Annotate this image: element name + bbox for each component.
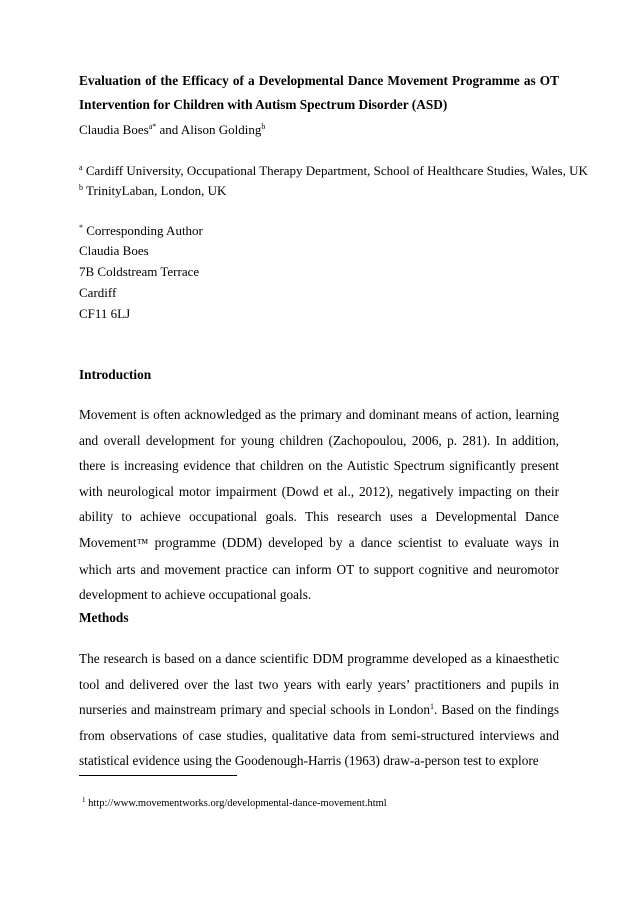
- author-affiliation-mark: b: [261, 122, 266, 131]
- trademark-symbol: ™: [136, 535, 149, 550]
- introduction-paragraph: [79, 402, 559, 608]
- introduction-text-continued: programme (DDM) developed by a dance scientist to evaluate ways in which arts and movement practice can inform OT to support cognitive and neuromotor development to achieve occupational goals.: [79, 534, 559, 603]
- methods-paragraph: [79, 646, 559, 774]
- corresponding-mark: *: [79, 223, 83, 232]
- footnote-mark: 1: [82, 796, 86, 804]
- author-name: Claudia Boes: [79, 122, 149, 137]
- methods-text: The research is based on a dance scientific DDM programme developed as a kinaesthetic tool and delivered over the last two years with early years’ practitioners and pupils in nurseries and mainstream primary and special schools in London: [79, 651, 559, 718]
- introduction-text: Movement is often acknowledged as the primary and dominant means of action, learning and overall development for young children (Zachopoulou, 2006, p. 281). In addition, there is increasing evidence that children on the Autistic Spectrum significantly present with neurological motor impairment (Dowd et al., 2012), negatively impacting on their ability to achieve occupational goals. This research uses a Developmental Dance Movement: [79, 407, 559, 550]
- footnote: [82, 797, 387, 811]
- paper-title: Evaluation of the Efficacy of a Developmental Dance Movement Programme as OT Intervention for Children with Autism Spectrum Disorder (ASD): [79, 73, 559, 112]
- footnote-url: http://www.movementworks.org/developmental-dance-movement.html: [85, 798, 387, 809]
- footnote-reference: 1: [430, 702, 435, 712]
- address-line: CF11 6LJ: [79, 306, 131, 321]
- methods-text-continued: . Based on the findings from observations of case studies, qualitative data from semi-structured interviews and statistical evidence using the Goodenough-Harris (1963) draw-a-person test to explore: [79, 702, 559, 769]
- affiliation-line: [79, 183, 226, 199]
- author-name: Alison Golding: [180, 122, 262, 137]
- corresponding-author-label: [79, 223, 203, 239]
- affiliation-mark: b: [79, 183, 83, 192]
- affiliation-line: [79, 163, 588, 179]
- section-heading-introduction: Introduction: [79, 367, 152, 382]
- corresponding-label-text: Corresponding Author: [83, 223, 203, 238]
- affiliation-mark: a: [79, 163, 83, 172]
- author-connector: and: [156, 122, 181, 137]
- address-line: Claudia Boes: [79, 243, 149, 258]
- footnote-divider: [79, 775, 237, 776]
- author-line: [79, 122, 265, 138]
- affiliation-text: TrinityLaban, London, UK: [83, 183, 227, 198]
- address-line: Cardiff: [79, 285, 117, 300]
- affiliation-text: Cardiff University, Occupational Therapy Department, School of Healthcare Studies, Wales, UK: [82, 163, 588, 178]
- author-affiliation-mark: a*: [148, 122, 157, 131]
- address-line: 7B Coldstream Terrace: [79, 264, 200, 279]
- section-heading-methods: Methods: [79, 610, 129, 625]
